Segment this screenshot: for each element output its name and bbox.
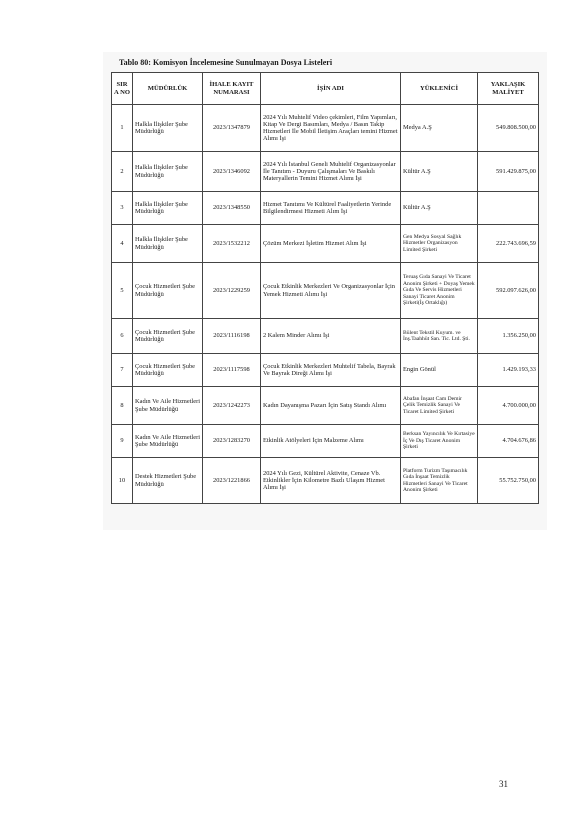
header-maliyet: YAKLAŞIK MALİYET bbox=[478, 73, 539, 105]
cell-no: 3 bbox=[112, 192, 133, 225]
cell-mudurluk: Kadın Ve Aile Hizmetleri Şube Müdürlüğü bbox=[133, 425, 203, 458]
cell-is: 2024 Yılı Gezi, Kültürel Aktivite, Cenaze Vb. Etkinlikler İçin Kilometre Bazlı Ulaşım Hizmet Alımı İşi bbox=[261, 458, 401, 504]
cell-yuklenici: Teruaş Gıda Sanayi Ve Ticaret Anonim Şirketi + Doyaş Yemek Gıda Ve Servis Hizmetleri Sanayi Ticaret Anonim Şirketi(İş Ortaklığı) bbox=[401, 263, 478, 319]
cell-mudurluk: Kadın Ve Aile Hizmetleri Şube Müdürlüğü bbox=[133, 387, 203, 425]
cell-yuklenici: Bülent Tekstil Kuyum. ve İnş.Taahhüt San. Tic. Ltd. Şti. bbox=[401, 319, 478, 354]
cell-no: 10 bbox=[112, 458, 133, 504]
table-row bbox=[112, 192, 539, 225]
cell-mudurluk: Çocuk Hizmetleri Şube Müdürlüğü bbox=[133, 354, 203, 387]
table-row bbox=[112, 319, 539, 354]
table-row bbox=[112, 105, 539, 152]
cell-ihale: 2023/1346092 bbox=[203, 152, 261, 192]
files-table bbox=[111, 72, 539, 504]
cell-yuklenici: Engin Gönül bbox=[401, 354, 478, 387]
cell-no: 8 bbox=[112, 387, 133, 425]
cell-yuklenici: Kültür A.Ş bbox=[401, 152, 478, 192]
cell-ihale: 2023/1347879 bbox=[203, 105, 261, 152]
cell-is: Çocuk Etkinlik Merkezleri Ve Organizasyonlar İçin Yemek Hizmeti Alımı İşi bbox=[261, 263, 401, 319]
cell-mudurluk: Çocuk Hizmetleri Şube Müdürlüğü bbox=[133, 319, 203, 354]
cell-maliyet: 1.429.193,33 bbox=[478, 354, 539, 387]
cell-is: Hizmet Tanıtımı Ve Kültürel Faaliyetlerin Yerinde Bilgilendirmesi Hizmeti Alım İşi bbox=[261, 192, 401, 225]
cell-mudurluk: Destek Hizmetleri Şube Müdürlüğü bbox=[133, 458, 203, 504]
cell-no: 1 bbox=[112, 105, 133, 152]
cell-yuklenici: Medya A.Ş bbox=[401, 105, 478, 152]
cell-maliyet: 4.700.000,00 bbox=[478, 387, 539, 425]
cell-yuklenici: Platform Turizm Taşımacılık Gıda İnşaat Temizlik Hizmetleri Sanayi Ve Ticaret Anonim Şirketi bbox=[401, 458, 478, 504]
cell-is: Çocuk Etkinlik Merkezleri Muhtelif Tabela, Bayrak Ve Bayrak Direği Alımı İşi bbox=[261, 354, 401, 387]
cell-maliyet: 1.356.250,00 bbox=[478, 319, 539, 354]
cell-maliyet: 4.704.676,86 bbox=[478, 425, 539, 458]
cell-yuklenici: Kültür A.Ş bbox=[401, 192, 478, 225]
cell-no: 6 bbox=[112, 319, 133, 354]
table-row bbox=[112, 458, 539, 504]
cell-mudurluk: Halkla İlişkiler Şube Müdürlüğü bbox=[133, 105, 203, 152]
cell-ihale: 2023/1229259 bbox=[203, 263, 261, 319]
cell-ihale: 2023/1283270 bbox=[203, 425, 261, 458]
page-number: 31 bbox=[499, 779, 508, 789]
cell-yuklenici: Berksan Yayıncılık Ve Kırtasiye İç Ve Dış Ticaret Anonim Şirketi bbox=[401, 425, 478, 458]
table-header-row bbox=[112, 73, 539, 105]
header-isin-adi: İŞİN ADI bbox=[261, 73, 401, 105]
cell-maliyet: 222.743.696,59 bbox=[478, 225, 539, 263]
table-row bbox=[112, 152, 539, 192]
cell-is: 2024 Yılı İstanbul Geneli Muhtelif Organizasyonlar İle Tanıtım - Duyuru Çalışmaları Ve Baskılı Materyallerin Temini Hizmet Alımı İşi bbox=[261, 152, 401, 192]
cell-ihale: 2023/1221866 bbox=[203, 458, 261, 504]
cell-is: Çözüm Merkezi İşletim Hizmet Alım İşi bbox=[261, 225, 401, 263]
cell-mudurluk: Halkla İlişkiler Şube Müdürlüğü bbox=[133, 225, 203, 263]
cell-maliyet: 592.097.626,00 bbox=[478, 263, 539, 319]
cell-mudurluk: Halkla İlişkiler Şube Müdürlüğü bbox=[133, 152, 203, 192]
cell-yuklenici: Abafan İnşaat Cam Demir Çelik Temizlik Sanayi Ve Ticaret Limited Şirketi bbox=[401, 387, 478, 425]
cell-mudurluk: Halkla İlişkiler Şube Müdürlüğü bbox=[133, 192, 203, 225]
cell-maliyet: 549.808.500,00 bbox=[478, 105, 539, 152]
cell-is: Kadın Dayanışma Pazarı İçin Satış Standı Alımı bbox=[261, 387, 401, 425]
cell-no: 4 bbox=[112, 225, 133, 263]
header-sira-no: SIR A NO bbox=[112, 73, 133, 105]
cell-no: 7 bbox=[112, 354, 133, 387]
table-row bbox=[112, 225, 539, 263]
header-yuklenici: YÜKLENİCİ bbox=[401, 73, 478, 105]
cell-ihale: 2023/1116198 bbox=[203, 319, 261, 354]
table-row bbox=[112, 425, 539, 458]
cell-maliyet: 591.429.875,00 bbox=[478, 152, 539, 192]
cell-is: Etkinlik Atölyeleri İçin Malzeme Alımı bbox=[261, 425, 401, 458]
cell-no: 2 bbox=[112, 152, 133, 192]
cell-maliyet bbox=[478, 192, 539, 225]
cell-no: 5 bbox=[112, 263, 133, 319]
table-row bbox=[112, 387, 539, 425]
cell-is: 2 Kalem Minder Alımı İşi bbox=[261, 319, 401, 354]
cell-ihale: 2023/1348550 bbox=[203, 192, 261, 225]
cell-ihale: 2023/1532212 bbox=[203, 225, 261, 263]
cell-maliyet: 55.752.750,00 bbox=[478, 458, 539, 504]
cell-mudurluk: Çocuk Hizmetleri Şube Müdürlüğü bbox=[133, 263, 203, 319]
header-ihale-kayit: İHALE KAYIT NUMARASI bbox=[203, 73, 261, 105]
table-row bbox=[112, 354, 539, 387]
cell-ihale: 2023/1242273 bbox=[203, 387, 261, 425]
table-row bbox=[112, 263, 539, 319]
cell-no: 9 bbox=[112, 425, 133, 458]
table-caption: Tablo 80: Komisyon İncelemesine Sunulmayan Dosya Listeleri bbox=[119, 58, 333, 67]
cell-is: 2024 Yılı Muhtelif Video çekimleri, Film Yapımları, Kitap Ve Dergi Basımları, Medya / Basın Takip Hizmetleri İle Mobil İletişim Araçları temini Hizmet Alımı İşi bbox=[261, 105, 401, 152]
cell-yuklenici: Gen Medya Sosyal Sağlık Hizmetler Organizasyon Limited Şirketi bbox=[401, 225, 478, 263]
cell-ihale: 2023/1117598 bbox=[203, 354, 261, 387]
header-mudurluk: MÜDÜRLÜK bbox=[133, 73, 203, 105]
